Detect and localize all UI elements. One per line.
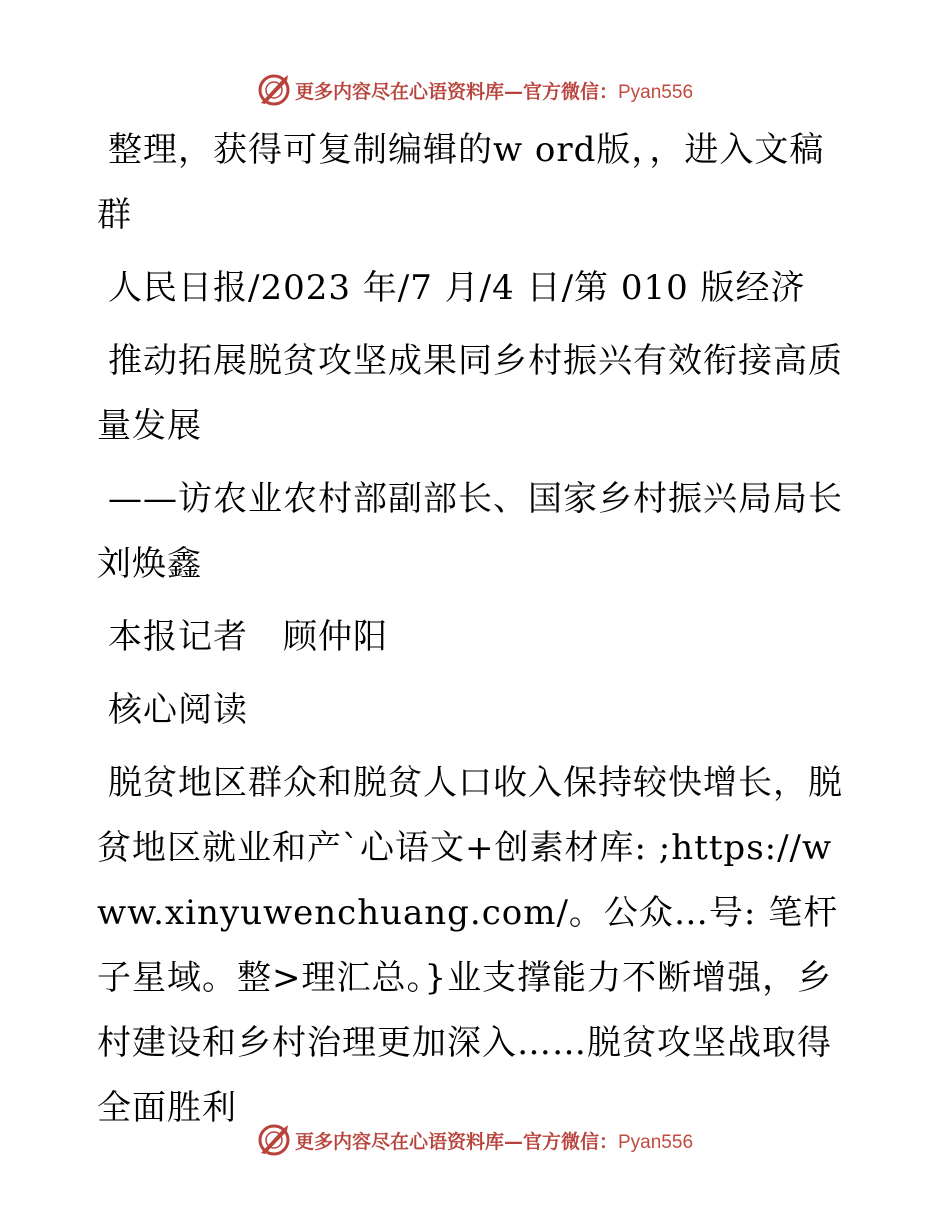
watermark-text: 更多内容尽在心语资料库—官方微信：Pyan556 bbox=[294, 80, 694, 103]
footer-watermark bbox=[0, 1120, 950, 1160]
section-heading: 核心阅读 bbox=[108, 690, 248, 730]
header-watermark bbox=[0, 70, 950, 110]
paragraph-source-line: 人民日报/2023 年/7 月/4 日/第 010 版经济 bbox=[108, 268, 806, 308]
document-body bbox=[97, 118, 857, 1149]
paragraph-body: 脱贫地区群众和脱贫人口收入保持较快增长，脱贫地区就业和产`心语文+创素材库: ;https://www.xinyuwenchuang.com/。公众…号: 笔杆子星域。整>理汇总。}业支撑能力不断增强，乡村建设和乡村治理更加深入……脱贫攻坚战取得全面胜利 bbox=[97, 763, 843, 1128]
quill-pen-logo-icon bbox=[257, 1123, 291, 1157]
watermark-text: 更多内容尽在心语资料库—官方微信：Pyan556 bbox=[294, 1130, 694, 1153]
article-title: 推动拓展脱贫攻坚成果同乡村振兴有效衔接高质量发展 bbox=[97, 341, 843, 446]
quill-pen-logo-icon bbox=[257, 73, 291, 107]
paragraph-intro: 整理，获得可复制编辑的w ord版，，进入文稿群 bbox=[97, 130, 825, 235]
byline: 本报记者 顾仲阳 bbox=[108, 617, 388, 657]
article-subtitle: ——访农业农村部副部长、国家乡村振兴局局长刘焕鑫 bbox=[97, 479, 843, 584]
